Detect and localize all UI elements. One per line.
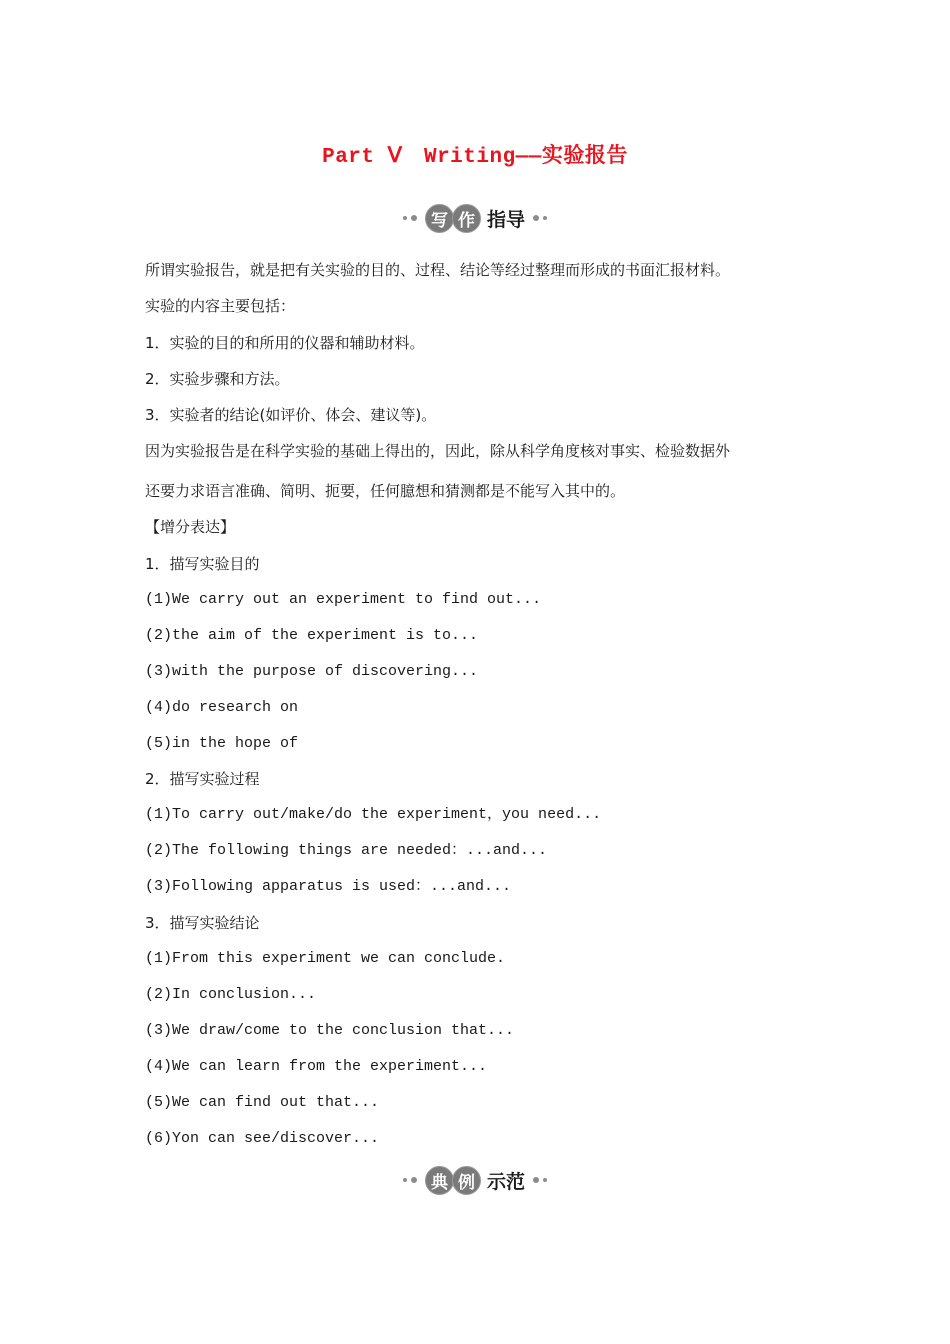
subsection-heading: 【增分表达】 bbox=[145, 518, 236, 536]
paragraph-line: 实验的内容主要包括： bbox=[145, 297, 296, 315]
section-header-label: 指导 bbox=[486, 208, 525, 231]
expression-item: (5)We can find out that... bbox=[145, 1094, 380, 1111]
page-title: Part Ⅴ Writing——实验报告 bbox=[322, 146, 628, 169]
badge-circle-char: 典 bbox=[425, 1166, 454, 1195]
expression-item: (4)do research on bbox=[145, 699, 299, 716]
paragraph-line: 还要力求语言准确、简明、扼要，任何臆想和猜测都是不能写入其中的。 bbox=[145, 482, 626, 500]
expression-item: (3)with the purpose of discovering... bbox=[145, 663, 479, 680]
subsection-heading: 1．描写实验目的 bbox=[145, 555, 260, 573]
section-header-example bbox=[0, 1164, 950, 1196]
paragraph-line: 所谓实验报告，就是把有关实验的目的、过程、结论等经过整理而形成的书面汇报材料。 bbox=[145, 261, 731, 279]
paragraph-line: 因为实验报告是在科学实验的基础上得出的，因此，除从科学角度核对事实、检验数据外 bbox=[145, 442, 731, 460]
list-item: 1．实验的目的和所用的仪器和辅助材料。 bbox=[145, 334, 425, 352]
expression-item: (2)The following things are needed：...and... bbox=[145, 842, 548, 859]
subsection-heading: 3．描写实验结论 bbox=[145, 914, 260, 932]
decorative-dots-right bbox=[533, 1177, 547, 1183]
decorative-dots-right bbox=[533, 215, 547, 221]
list-item: 3．实验者的结论(如评价、体会、建议等)。 bbox=[145, 406, 437, 424]
expression-item: (4)We can learn from the experiment... bbox=[145, 1058, 488, 1075]
list-item: 2．实验步骤和方法。 bbox=[145, 370, 290, 388]
expression-item: (1)We carry out an experiment to find out... bbox=[145, 591, 542, 608]
expression-item: (2)In conclusion... bbox=[145, 986, 317, 1003]
expression-item: (1)From this experiment we can conclude. bbox=[145, 950, 506, 967]
expression-item: (6)Yon can see/discover... bbox=[145, 1130, 380, 1147]
expression-item: (3)Following apparatus is used：...and... bbox=[145, 878, 512, 895]
section-header-writing-guide bbox=[0, 202, 950, 234]
expression-item: (5)in the hope of bbox=[145, 735, 299, 752]
subsection-heading: 2．描写实验过程 bbox=[145, 770, 260, 788]
decorative-dots-left bbox=[403, 215, 417, 221]
badge-circle-char: 写 bbox=[425, 204, 454, 233]
badge-circle-char: 例 bbox=[452, 1166, 481, 1195]
expression-item: (3)We draw/come to the conclusion that... bbox=[145, 1022, 515, 1039]
expression-item: (2)the aim of the experiment is to... bbox=[145, 627, 479, 644]
decorative-dots-left bbox=[403, 1177, 417, 1183]
badge-circle-char: 作 bbox=[452, 204, 481, 233]
section-header-label: 示范 bbox=[486, 1170, 525, 1193]
expression-item: (1)To carry out/make/do the experiment，you need... bbox=[145, 806, 602, 823]
